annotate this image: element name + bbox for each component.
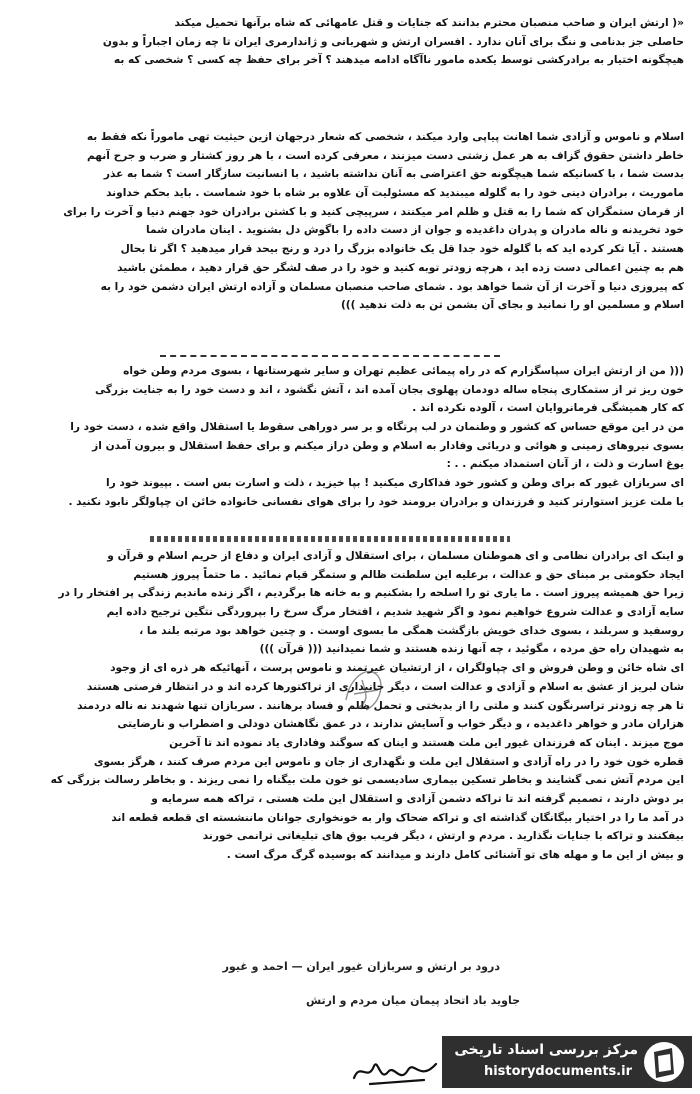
text-line: هم به چنین اعمالی دست زده اید ، هرچه زودتر توبه کنید و خود را در صف لشگر حق قرار دهید ، مطمئن باشید [117, 261, 684, 274]
text-line: «( ارتش ایران و صاحب منصبان محترم بدانند که جنایات و قتل عامهائی که شاه برآنها تحمیل میکند [174, 17, 684, 29]
text-line: زیرا حق همیشه پیروز است . ما یاری تو را اسلحه را بشکنیم و به خانه ها برگردیم ، اگر زنده ماندیم زندگی پر افتخار را در [58, 587, 684, 600]
text-line: و بیش از این ما و مهله های تو آشنائی کامل دارند و میدانند که بوسیده گرگ مرگ است . [226, 849, 684, 861]
footer-line-1: درود بر ارتش و سربازان غیور ایران — احمد و غیور [222, 960, 500, 973]
text-line: بیفکنند و تراکه با جنایات نگذارید . مردم و ارتش ، دیگر فریب بوق های تبلیغاتی ترانمی خورند [202, 830, 684, 843]
text-line: در آمد ما را در اختیار بیگانگان گذاشته ای و تراکه ضحاک وار به خونخواری جوانان ماننشسته ای قطعه قطعه اند [111, 811, 684, 824]
text-line: تا هر چه زودتر تراسرنگون کنند و ملتی را از بدبختی و تحمل ظلم و فساد برهانند . سربازان تنها شهدند نه ناله دردمند [77, 699, 684, 712]
text-line: بسوی نیروهای زمینی و هوائی و دریائی وفادار به اسلام و وطن دراز میکنم و برای حفظ استقلال و بیرون آمدن از [92, 439, 684, 452]
watermark-url: historydocuments.ir [483, 1064, 632, 1079]
text-line: خون ریز تر از ستمکاری پنجاه ساله دودمان پهلوی بجان آمده اند ، آتش نگشود ، اند و دست خود را به جنایت بزرگی [94, 383, 684, 396]
text-line: و اینک ای برادران نظامی و ای هموطنان مسلمان ، برای استقلال و آزادی ایران و دفاع از حریم اسلام و قرآن و [107, 550, 684, 562]
text-line: حاصلی جز بدنامی و ننگ برای آنان ندارد . افسران ارتش و شهربانی و ژاندارمری ایران تا چه زمان اجباراً و بدون [102, 35, 684, 48]
text-line: شان لبریز از عشق به اسلام و آزادی و عدالت است ، دیگر جانبداری از تراکتورها کرده اند و در انتظار فرصتی هستند [86, 680, 684, 693]
watermark-title: مرکز بررسی اسناد تاریخی [454, 1042, 638, 1058]
text-line: موج میزند . اینان که فرزندان غیور این ملت هستند و اینان که سوگند وفاداری یاد نموده اند تا آخرین [169, 736, 684, 749]
text-line: از فرمان ستمگران که شما را به قتل و ظلم امر میکنند ، سرپیچی کنید و با کشتن برادران خود جهنم دنیا و آخرت را برای [63, 205, 684, 218]
paragraph-2 [24, 128, 684, 315]
text-line: که پیروزی دنیا و آخرت از آن شما خواهد بود . شمای صاحب منصبان مسلمان و آزاده ارتش ایران دشمن خود را به [100, 280, 684, 293]
text-line: ای شاه خائن و وطن فروش و ای چپاولگران ، از ارتشیان غیرتمند و ناموس پرست ، آنهائیکه هر ذره ای از وجود [110, 662, 684, 675]
text-line: ((( من از ارتش ایران سپاسگزارم که در راه پیمائی عظیم تهران و سایر شهرستانها ، بسوی مردم وطن خواه [123, 365, 684, 377]
text-line: قطره خون خود را در راه آزادی و استقلال این ملت و نگهداری از جان و ناموس این مردم صرف کنند ، هرگز بسوی [93, 755, 684, 768]
paragraph-3 [24, 362, 684, 512]
text-line: بدست شما ، با کسانیکه شما هیچگونه حق اعتراضی به آنان نداشته باشید ، با انسانیت سازگار است ؟ شما به عذر [103, 168, 684, 181]
text-line: به شهیدان راه حق مرده ، مگوئید ، چه آنها زنده هستند و شما نمیدانید ((( قرآن ))) [259, 643, 684, 656]
paragraph-1 [24, 14, 684, 70]
text-line: ایجاد حکومتی بر مبنای حق و عدالت ، برعلیه این سلطنت ظالم و ستمگر قیام نمائید . ما حتماً پیروز هستیم [133, 568, 684, 581]
text-line: هزاران مادر و خواهر داغدیده ، و دیگر خواب و آسایش ندارند ، در عمق نگاهشان دودلی و اضطراب و نارضایتی [117, 718, 684, 731]
text-line: با ملت عزیز استوارتر کنید و فرزندان و برادران برومند خود را برای هوای نفسانی خانواده خائن ان چپاولگر نابود نکنید . [68, 495, 684, 508]
text-line: ماموریت ، برادران دینی خود را به گلوله میبندید که مسئولیت آن علاوه بر شاه با خود شماست . باید بحکم خداوند [106, 187, 684, 200]
archive-logo-icon [642, 1040, 686, 1084]
text-line: که کار همیشگی فرمانروایان است ، آلوده نکرده اند . [412, 402, 684, 415]
text-line: سایه آزادی و عدالت شروع خواهیم نمود و اگر شهید شدیم ، افتخار مرگ سرخ را بپروردگی نتگین ترجیح داده ایم [106, 606, 684, 619]
text-line: خاطر داشتن حقوق گزاف به هر عمل زشتی دست میزنند ، معرفی کرده است ، با هر روز کشتار و ضرب و جرح آنهم [86, 149, 684, 162]
footer-line-2: جاوید باد اتحاد پیمان میان مردم و ارتش [305, 994, 520, 1007]
text-line: بر دوش دارند ، تصمیم گرفته اند تا تراکه دشمن آزادی و استقلال این ملت هستی ، تراکه همه سرمایه و [151, 792, 684, 805]
text-line: روسفید و سربلند ، بسوی خدای خویش بازگشت همگی ما بسوی اوست . و چنین خواهد بود مرتبه بلند ما ، [139, 624, 684, 637]
text-line: اسلام و ناموس و آزادی شما اهانت پیاپی وارد میکند ، شخصی که شعار درجهان ازین حیثیت تهی ماموراً نکه فقط به [86, 131, 684, 143]
text-line: هیچگونه اختیار به برادرکشی توسط یکعده مامور ناآگاه ادامه میدهند ؟ آخر برای حفظ چه کسی ؟ شخصی که به [113, 54, 684, 67]
text-line: این مردم آتش نمی گشایند و بخاطر تسکین بیماری سادیسمی تو خون ملت بیگناه را نمی ریزند . و بخاطر رسالت بزرگی که [50, 774, 684, 787]
ink-stamp-mark [336, 660, 396, 718]
text-line: یوغ اسارت و ذلت ، از آنان استمداد میکنم . . : [446, 458, 684, 471]
section-divider-2 [150, 536, 510, 542]
section-divider [160, 355, 500, 357]
text-line: اسلام و مسلمین او را نمانید و بجای آن بشمن تن به ذلت ندهید ))) [340, 299, 684, 312]
text-line: هستند . آیا تکر کرده اید که با گلوله خود جدا قل یک خانواده بزرگ را درد و رنج بیحد قرار میدهید ؟ اگر تا بحال [120, 243, 684, 256]
text-line: ای سربازان غیور که برای وطن و کشور خود فداکاری میکنید ! بپا خیزید ، ذلت و اسارت بس است . بپیوند خود را [105, 477, 684, 490]
text-line: خود تخریدنه و ناله مادران و پدران داغدیده و جوان از دست داده را باگوش دل بشنوید . اینان مادران شما [146, 224, 684, 237]
handwritten-signature [350, 1052, 440, 1090]
text-line: من در این موقع حساس که کشور و وطنمان در لب پرتگاه و بر سر دوراهی سقوط یا استقلال واقع شده ، دست خود را [70, 421, 684, 434]
